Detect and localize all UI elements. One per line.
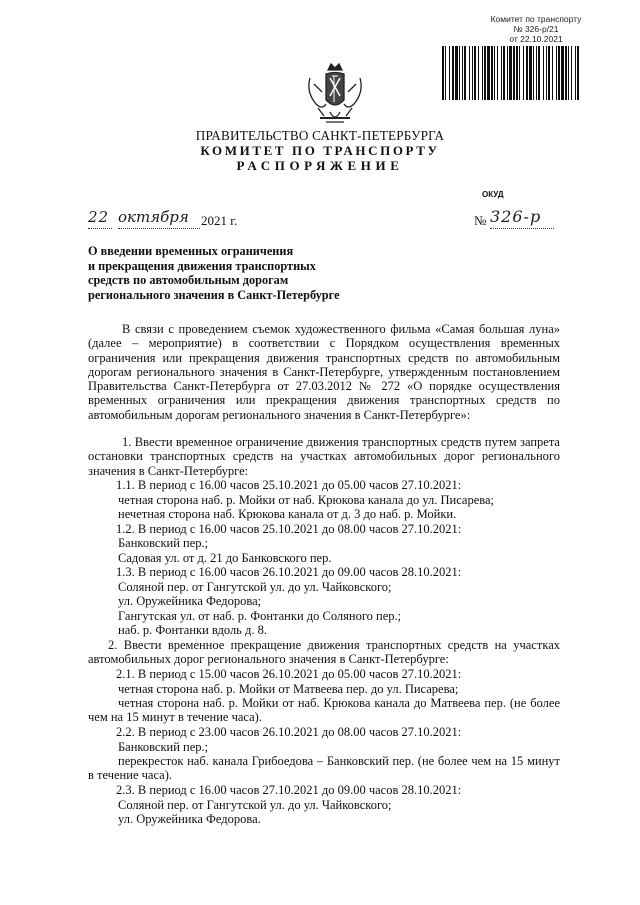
item-2-paragraph-b: перекресток наб. канала Грибоедова – Банковский пер. (не более чем на 15 минут в течение часа). xyxy=(88,754,560,783)
list-item: ул. Оружейника Федорова. xyxy=(118,812,261,826)
list-item: ул. Оружейника Федорова; xyxy=(118,594,262,608)
committee-name: КОМИТЕТ ПО ТРАНСПОРТУ xyxy=(200,143,440,158)
number-sign: № xyxy=(474,213,487,228)
list-item: Банковский пер.; xyxy=(118,739,209,754)
list-item: 1.2. В период с 16.00 часов 25.10.2021 до 08.00 часов 27.10.2021: xyxy=(116,521,462,536)
list-item: 2.2. В период с 23.00 часов 26.10.2021 до 08.00 часов 27.10.2021: xyxy=(116,725,462,739)
date-day-underline xyxy=(88,228,112,229)
list-item: Гангутская ул. от наб. р. Фонтанки до Соляного пер.; xyxy=(118,608,402,623)
title-line: регионального значения в Санкт-Петербурге xyxy=(88,287,340,302)
date-year: 2021 г. xyxy=(201,213,238,228)
item-2-paragraph-a: четная сторона наб. р. Мойки от наб. Крюкова канала до Матвеева пер. (не более чем на 15 минут в течение часа). xyxy=(88,696,560,725)
list-item: Соляной пер. от Гангутской ул. до ул. Чайковского; xyxy=(118,797,392,812)
list-item: Банковский пер.; xyxy=(118,536,209,550)
list-item: 1.3. В период с 16.00 часов 26.10.2021 до 09.00 часов 28.10.2021: xyxy=(116,565,462,579)
title-line: О введении временных ограничения xyxy=(88,244,294,258)
stamp-line-3: от 22.10.2021 xyxy=(509,34,563,44)
coat-of-arms-icon xyxy=(304,62,366,128)
stamp-line-2: № 326-р/21 xyxy=(513,24,559,34)
title-line: средств по автомобильным дорогам xyxy=(88,273,289,288)
list-item: наб. р. Фонтанки вдоль д. 8. xyxy=(118,623,267,637)
list-item: 2.1. В период с 15.00 часов 26.10.2021 до 05.00 часов 27.10.2021: xyxy=(116,667,462,681)
item-1-paragraph: 1. Ввести временное ограничение движения транспортных средств путем запрета остановки транспортных средств на участках автомобильных дорог регионального значения в Санкт-Петербурге: xyxy=(88,435,560,478)
item-2-paragraph: 2. Ввести временное прекращение движения транспортных средств на участках автомобильных дорог регионального значения в Санкт-Петербурге: xyxy=(88,638,560,667)
number-underline xyxy=(490,228,554,229)
list-item: Садовая ул. от д. 21 до Банковского пер. xyxy=(118,550,332,565)
list-item: 2.3. В период с 16.00 часов 27.10.2021 до 09.00 часов 28.10.2021: xyxy=(116,783,462,797)
list-item: четная сторона наб. р. Мойки от Матвеева пер. до ул. Писарева; xyxy=(118,681,459,696)
title-line: и прекращения движения транспортных xyxy=(88,258,316,273)
okud-label: ОКУД xyxy=(482,190,504,199)
preamble-paragraph: В связи с проведением съемок художественного фильма «Самая большая луна» (далее – мероприятие) в соответствии с Порядком осуществления временных ограничения или прекращения движения транспортных средств по автомобильным дорогам регионального значения в Санкт-Петербурге, утвержденным постановлением Правительства Санкт-Петербурга от 27.03.2012 № 272 «О порядке осуществления временных ограничения или прекращения движения транспортных средств по автомобильным дорогам регионального значения в Санкт-Петербурге»: xyxy=(88,322,560,422)
document-title xyxy=(88,244,348,302)
list-item: 1.1. В период с 16.00 часов 25.10.2021 до 05.00 часов 27.10.2021: xyxy=(116,478,462,492)
stamp-line-1: Комитет по транспорту xyxy=(490,14,582,24)
list-item: четная сторона наб. р. Мойки от наб. Крюкова канала до ул. Писарева; xyxy=(118,492,495,507)
date-day: 22 xyxy=(88,208,110,226)
date-month-underline xyxy=(118,228,200,229)
document-number: 326-р xyxy=(490,207,542,226)
list-item: Соляной пер. от Гангутской ул. до ул. Чайковского; xyxy=(118,579,392,594)
list-item: нечетная сторона наб. Крюкова канала от д. 3 до наб. р. Мойки. xyxy=(118,507,457,521)
document-type: РАСПОРЯЖЕНИЕ xyxy=(236,158,404,173)
barcode-icon xyxy=(440,46,582,100)
date-month: октября xyxy=(118,208,189,226)
government-name: ПРАВИТЕЛЬСТВО САНКТ-ПЕТЕРБУРГА xyxy=(195,128,445,143)
registration-stamp xyxy=(476,14,596,44)
